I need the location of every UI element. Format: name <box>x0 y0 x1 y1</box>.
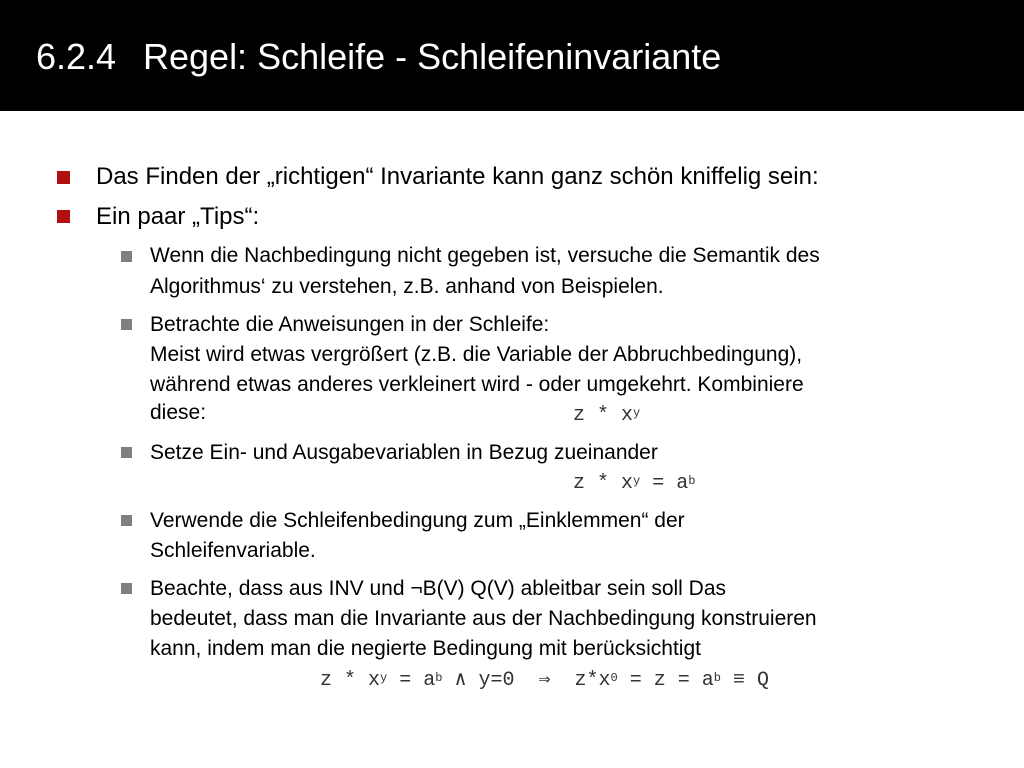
sub-bullet-line: Betrachte die Anweisungen in der Schleife: <box>150 313 550 336</box>
formula-z-x-y-equals-a-b: $z * x^y = a^b$ <box>573 472 696 495</box>
sub-bullet-square-icon <box>121 447 132 458</box>
sub-bullet-line: Wenn die Nachbedingung nicht gegeben ist, versuche die Semantik des <box>150 244 820 267</box>
slide-title: Regel: Schleife - Schleifeninvariante <box>143 36 722 77</box>
bullet-square-icon <box>57 210 70 223</box>
sub-bullet-square-icon <box>121 583 132 594</box>
bullet-square-icon <box>57 171 70 184</box>
formula-invariant-derivation: $z * x^y = a^b$ ∧ y=0 ⇒ $z*x^0 = z = a^b \equiv Q$ <box>320 669 769 692</box>
bullet-text: Das Finden der „richtigen“ Invariante kann ganz schön kniffelig sein: <box>96 163 819 190</box>
sub-bullet-line: Verwende die Schleifenbedingung zum „Einklemmen“ der <box>150 509 685 532</box>
sub-bullet-line: Algorithmus‘ zu verstehen, z.B. anhand von Beispielen. <box>150 275 664 298</box>
sub-bullet-line: Meist wird etwas vergrößert (z.B. die Variable der Abbruchbedingung), <box>150 343 803 366</box>
sub-bullet-line: bedeutet, dass man die Invariante aus der Nachbedingung konstruieren <box>150 607 817 630</box>
sub-bullet-line: kann, indem man die negierte Bedingung mit berücksichtigt <box>150 637 701 660</box>
sub-bullet-line: Beachte, dass aus INV und ¬B(V) Q(V) ableitbar sein soll Das <box>150 577 727 600</box>
formula-z-x-y: z * $x^y$ <box>573 404 641 427</box>
sub-bullet-square-icon <box>121 319 132 330</box>
section-number: 6.2.4 <box>36 36 117 77</box>
sub-bullet-square-icon <box>121 251 132 262</box>
sub-bullet-line: Setze Ein- und Ausgabevariablen in Bezug zueinander <box>150 441 658 464</box>
slide-header <box>0 0 1024 111</box>
sub-bullet-square-icon <box>121 515 132 526</box>
bullet-text: Ein paar „Tips“: <box>96 203 260 230</box>
sub-bullet-line: diese: <box>150 401 207 424</box>
sub-bullet-line: Schleifenvariable. <box>150 539 316 562</box>
sub-bullet-line: während etwas anderes verkleinert wird - oder umgekehrt. Kombiniere <box>150 373 804 396</box>
